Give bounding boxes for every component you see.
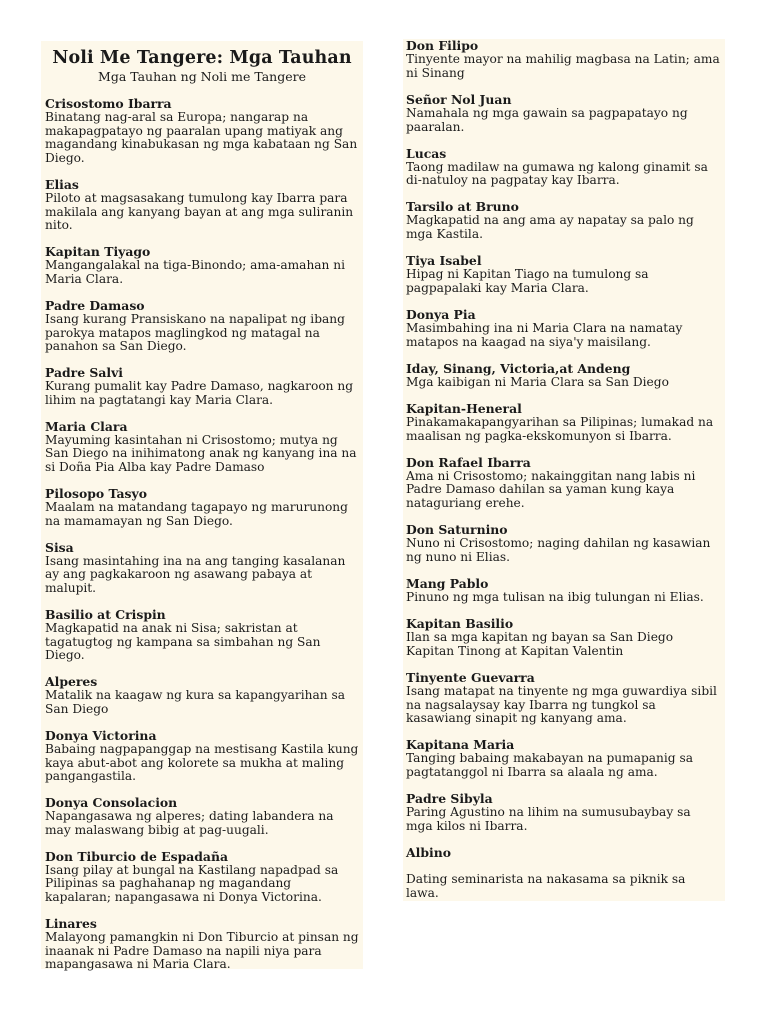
character-description: Tanging babaing makabayan na pumapanig sa pagtatanggol ni Ibarra sa alaala ng ama. xyxy=(406,751,693,780)
character-name: Lucas xyxy=(406,145,447,161)
character-description: Isang kurang Pransiskano na napalipat ng ibang parokya matapos maglingkod ng matagal na panahon sa San Diego. xyxy=(45,311,345,354)
character-entry xyxy=(45,245,359,286)
character-entry xyxy=(45,541,359,596)
character-description: Maalam na matandang tagapayo ng marurunong na mamamayan ng San Diego. xyxy=(45,500,348,528)
character-description: Napangasawa ng alperes; dating labandera na may malaswang bibig at pag-uugali. xyxy=(45,809,334,837)
character-entry xyxy=(406,147,721,188)
character-name: Señor Nol Juan xyxy=(406,91,512,107)
character-entry xyxy=(45,366,359,407)
character-name: Don Rafael Ibarra xyxy=(406,454,531,470)
character-name: Padre Sibyla xyxy=(406,791,493,807)
character-name: Tinyente Guevarra xyxy=(406,669,535,685)
character-name: Kapitan Basilio xyxy=(406,616,514,632)
character-entry xyxy=(406,617,721,658)
character-name: Kapitana Maria xyxy=(406,737,515,753)
character-entry xyxy=(45,178,359,233)
character-entry xyxy=(406,93,721,134)
character-entry xyxy=(406,200,721,241)
character-description: Mayuming kasintahan ni Crisostomo; mutya ng San Diego na inihimatong anak ng kanyang ina na si Doña Pia Alba kay Padre Damaso xyxy=(45,432,357,475)
left-column xyxy=(41,41,363,972)
spacer xyxy=(406,860,721,873)
character-description: Masimbahing ina ni Maria Clara na namatay matapos na kaagad na siya'y maisilang. xyxy=(406,320,683,349)
character-entry xyxy=(45,608,359,663)
character-entry xyxy=(406,254,721,295)
character-entry xyxy=(406,362,721,390)
character-entry-albino xyxy=(406,846,721,900)
character-entry xyxy=(406,456,721,511)
character-name: Donya Pia xyxy=(406,306,476,322)
character-name: Pilosopo Tasyo xyxy=(45,486,147,502)
character-entry xyxy=(45,917,359,972)
character-entry xyxy=(45,675,359,716)
character-name: Mang Pablo xyxy=(406,575,489,591)
character-entry xyxy=(406,792,721,833)
character-name: Kapitan-Heneral xyxy=(406,400,522,416)
character-description: Ama ni Crisostomo; nakainggitan nang labis ni Padre Damaso dahilan sa yaman kung kaya nataguriang erehe. xyxy=(406,468,696,511)
character-name: Padre Damaso xyxy=(45,297,145,313)
character-description: Magkapatid na anak ni Sisa; sakristan at tagatugtog ng kampana sa simbahan ng San Diego. xyxy=(45,620,321,663)
character-name: Iday, Sinang, Victoria,at Andeng xyxy=(406,360,631,376)
character-entry xyxy=(45,487,359,528)
character-description: Babaing nagpapanggap na mestisang Kastila kung kaya abut-abot ang kolorete sa mukha at maling pangangastila. xyxy=(45,741,359,784)
character-entry xyxy=(45,796,359,837)
character-entry xyxy=(45,729,359,784)
character-description: Mga kaibigan ni Maria Clara sa San Diego xyxy=(406,374,669,389)
character-entry xyxy=(406,738,721,779)
character-entry xyxy=(45,97,359,166)
character-list-left xyxy=(45,97,359,972)
character-description: Taong madilaw na gumawa ng kalong ginamit sa di-natuloy na pagpatay kay Ibarra. xyxy=(406,159,708,188)
character-description: Tinyente mayor na mahilig magbasa na Latin; ama ni Sinang xyxy=(406,52,720,80)
character-description: Ilan sa mga kapitan ng bayan sa San Diego Kapitan Tinong at Kapitan Valentin xyxy=(406,630,674,658)
document-title: Noli Me Tangere: Mga Tauhan xyxy=(52,48,352,68)
character-name: Kapitan Tiyago xyxy=(45,244,151,260)
character-entry xyxy=(406,308,721,349)
character-description: Pinuno ng mga tulisan na ibig tulungan ni Elias. xyxy=(406,589,704,604)
character-entry xyxy=(406,671,721,726)
character-name: Crisostomo Ibarra xyxy=(45,96,172,111)
character-description: Dating seminarista na nakasama sa piknik sa lawa. xyxy=(406,871,686,900)
character-name: Maria Clara xyxy=(45,418,128,434)
character-entry xyxy=(406,523,721,564)
character-name: Albino xyxy=(406,844,451,860)
character-description: Pinakamakapangyarihan sa Pilipinas; lumakad na maalisan ng pagka-ekskomunyon si Ibarra. xyxy=(406,414,714,443)
character-entry xyxy=(45,850,359,905)
character-description: Isang masintahing ina na ang tanging kasalanan ay ang pagkakaroon ng asawang pabaya at malupit. xyxy=(45,553,346,596)
character-name: Tiya Isabel xyxy=(406,253,482,269)
character-name: Sisa xyxy=(45,539,74,555)
character-name: Don Saturnino xyxy=(406,522,508,538)
character-list-right xyxy=(406,39,721,834)
character-description: Matalik na kaagaw ng kura sa kapangyarihan sa San Diego xyxy=(45,688,345,716)
character-description: Magkapatid na ang ama ay napatay sa palo ng mga Kastila. xyxy=(406,213,694,242)
character-name: Tarsilo at Bruno xyxy=(406,199,519,215)
character-name: Linares xyxy=(45,916,97,932)
character-description: Malayong pamangkin ni Don Tiburcio at pinsan ng inaanak ni Padre Damaso na napili niya para mapangasawa ni Maria Clara. xyxy=(45,930,359,972)
character-description: Mangangalakal na tiga-Binondo; ama-amahan ni Maria Clara. xyxy=(45,258,346,286)
character-description: Paring Agustino na lihim na sumusubaybay sa mga kilos ni Ibarra. xyxy=(406,805,691,833)
character-entry xyxy=(406,577,721,605)
character-entry xyxy=(406,402,721,443)
character-name: Don Filipo xyxy=(406,38,479,53)
character-name: Donya Victorina xyxy=(45,727,157,743)
character-description: Kurang pumalit kay Padre Damaso, nagkaroon ng lihim na pagtatangi kay Maria Clara. xyxy=(45,379,354,407)
document-subtitle: Mga Tauhan ng Noli me Tangere xyxy=(98,69,306,84)
character-name: Padre Salvi xyxy=(45,365,123,381)
character-name: Basilio at Crispin xyxy=(45,606,166,622)
character-entry xyxy=(406,39,721,80)
character-description: Isang pilay at bungal na Kastilang napadpad sa Pilipinas sa paghahanap ng magandang kapalaran; napangasawa ni Donya Victorina. xyxy=(45,862,339,905)
character-name: Don Tiburcio de Espadaña xyxy=(45,848,228,864)
character-description: Hipag ni Kapitan Tiago na tumulong sa pagpapalaki kay Maria Clara. xyxy=(406,267,649,295)
character-description: Binatang nag-aral sa Europa; nangarap na makapagpatayo ng paaralan upang matiyak ang magandang kinabukasan ng mga kabataan ng San Diego. xyxy=(45,110,358,166)
character-entry xyxy=(45,299,359,354)
character-name: Alperes xyxy=(45,674,98,690)
right-column xyxy=(403,39,725,901)
character-description: Nuno ni Crisostomo; naging dahilan ng kasawian ng nuno ni Elias. xyxy=(406,536,711,564)
character-entry xyxy=(45,420,359,475)
character-description: Namahala ng mga gawain sa pagpapatayo ng paaralan. xyxy=(406,105,688,134)
character-name: Elias xyxy=(45,177,79,192)
character-name: Donya Consolacion xyxy=(45,795,178,811)
character-description: Isang matapat na tinyente ng mga guwardiya sibil na nagsalaysay kay Ibarra ng tungkol sa kasawiang sinapit ng kanyang ama. xyxy=(406,683,717,726)
character-description: Piloto at magsasakang tumulong kay Ibarra para makilala ang kanyang bayan at ang mga suliranin nito. xyxy=(45,191,354,233)
